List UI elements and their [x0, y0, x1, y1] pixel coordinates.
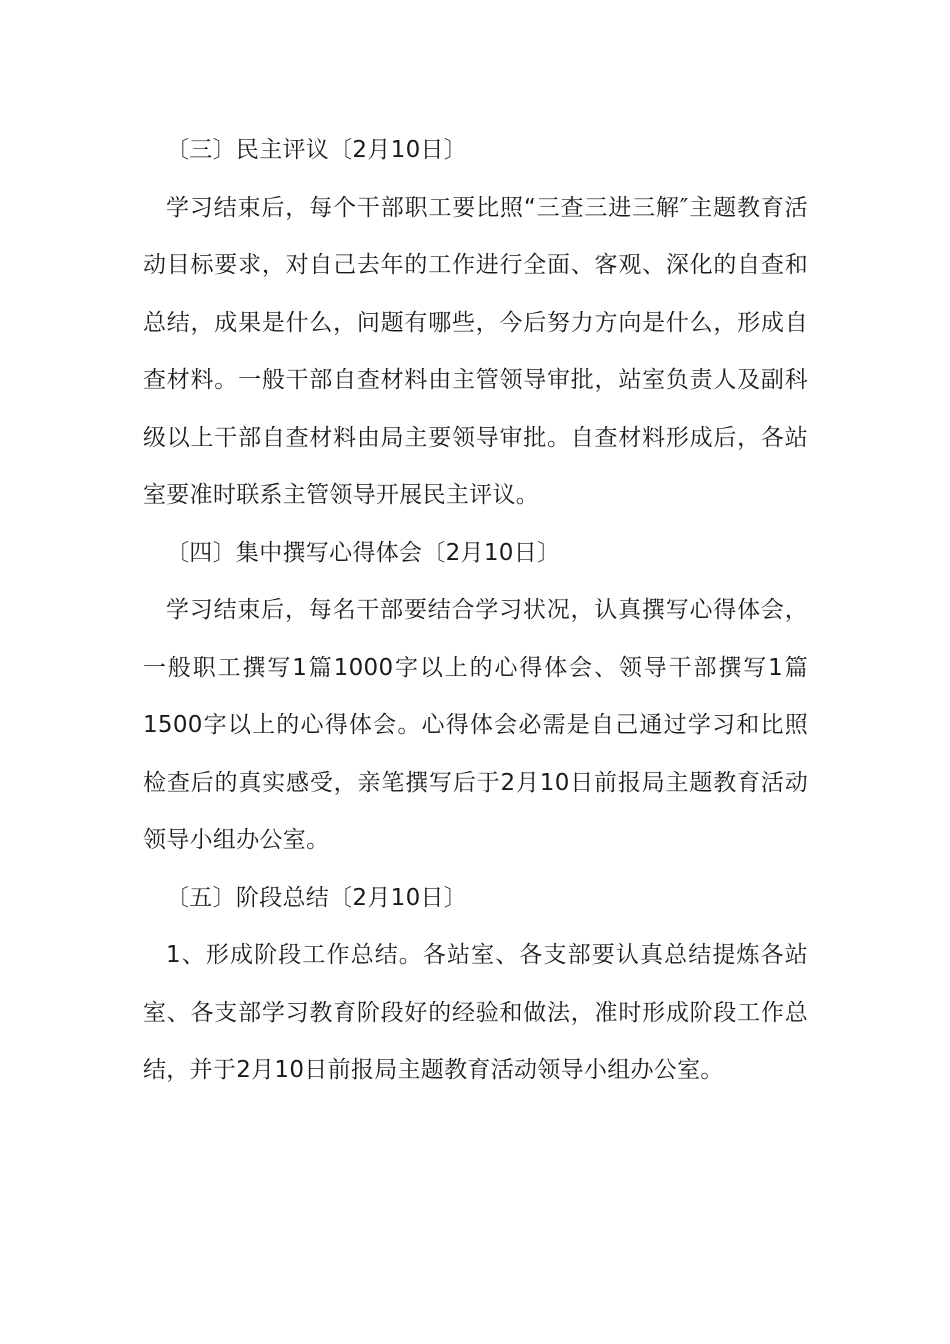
section-heading-3: 〔三〕民主评议〔2月10日〕	[166, 137, 468, 163]
section-4-paragraph-1: 学习结束后，每名干部要结合学习状况，认真撰写心得体会，一般职工撰写1篇1000字以上的心得体会、领导干部撰写1篇1500字以上的心得体会。心得体会必需是自己通过学习和比照检查后的真实感受，亲笔撰写后于2月10日前报局主题教育活动领导小组办公室。	[143, 597, 808, 853]
section-3-paragraph-1: 学习结束后，每个干部职工要比照“三查三进三解″主题教育活动目标要求，对自己去年的工作进行全面、客观、深化的自查和总结，成果是什么，问题有哪些，今后努力方向是什么，形成自查材料。一般干部自查材料由主管领导审批，站室负责人及副科级以上干部自查材料由局主要领导审批。自查材料形成后，各站室要准时联系主管领导开展民主评议。	[143, 194, 808, 508]
section-5-paragraph-1: 1、形成阶段工作总结。各站室、各支部要认真总结提炼各站室、各支部学习教育阶段好的经验和做法，准时形成阶段工作总结，并于2月10日前报局主题教育活动领导小组办公室。	[143, 942, 808, 1083]
section-heading-5: 〔五〕阶段总结〔2月10日〕	[166, 884, 468, 911]
document-body	[143, 122, 808, 1100]
section-heading-4: 〔四〕集中撰写心得体会〔2月10日〕	[166, 539, 561, 566]
